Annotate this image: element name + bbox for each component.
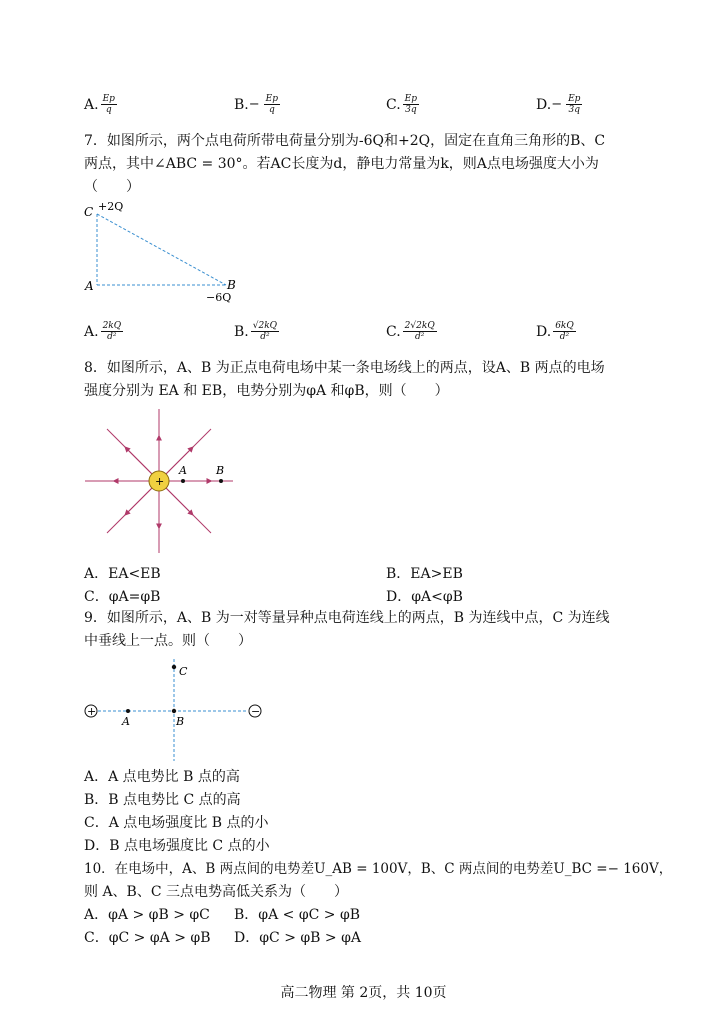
q10-option-c: C．φC > φA > φB (84, 930, 211, 946)
q6-option-c: C. $\frac{Ep}{3q}$ (386, 94, 418, 115)
q7-label-c: C (84, 205, 94, 219)
q9-stem-line2: 中垂线上一点。则（ ） (84, 633, 252, 649)
q7-label-b: B (227, 278, 236, 292)
q9-label-a: A (122, 715, 130, 728)
q9-stem-line1: 9．如图所示，A、B 为一对等量异种点电荷连线上的两点，B 为连线中点，C 为连线 (84, 610, 610, 626)
q8-point-a (181, 479, 185, 483)
q9-minus-sign: − (251, 705, 261, 718)
q6-option-a: A. $\frac{Ep}{q}$ (84, 94, 115, 115)
q10-stem-line2: 则 A、B、C 三点电势高低关系为（ ） (84, 884, 349, 900)
q10-option-d: D．φC > φB > φA (234, 930, 362, 946)
q8-option-a: A．EA<EB (84, 566, 161, 582)
q9-point-b (172, 709, 176, 713)
q7-stem-line1: 7．如图所示，两个点电荷所带电荷量分别为-6Q和+2Q，固定在直角三角形的B、C (84, 133, 606, 149)
q10-stem-line1: 10．在电场中，A、B 两点间的电势差U_AB = 100V，B、C 两点间的电势差U_BC =− 160V， (84, 861, 673, 877)
q9-point-c (172, 665, 176, 669)
q6-option-b: B. − $\frac{Ep}{q}$ (234, 94, 278, 115)
q8-label-b: B (216, 464, 225, 477)
q7-side-cb (97, 214, 226, 285)
q7-triangle-figure (80, 195, 250, 310)
q8-stem-line1: 8．如图所示，A、B 为正点电荷电场中某一条电场线上的两点，设A、B 两点的电场 (84, 360, 605, 376)
q7-option-d: D. $\frac{6kQ}{\text{d²}}$ (536, 321, 574, 342)
q8-point-b (219, 479, 223, 483)
q9-label-b: B (176, 715, 185, 728)
q7-paren: （ ） (84, 179, 140, 195)
q10-option-a: A．φA > φB > φC (84, 907, 210, 923)
page-footer: 高二物理 第 2页，共 10页 (280, 985, 447, 1001)
q6-option-d: D. − $\frac{Ep}{3q}$ (536, 94, 581, 115)
q9-option-b: B．B 点电势比 C 点的高 (84, 792, 241, 808)
q8-option-b: B．EA>EB (386, 566, 463, 582)
q8-charge-sign: + (155, 475, 165, 488)
q8-option-d: D．φA<φB (386, 589, 463, 605)
q10-option-b: B．φA < φC > φB (234, 907, 361, 923)
q7-option-c: C. $\frac{2√2kQ}{\text{d²}}$ (386, 321, 435, 342)
q7-stem-line2: 两点，其中∠ABC = 30°。若AC长度为d，静电力常量为k，则A点电场强度大小为 (84, 156, 599, 172)
q7-charge-c: +2Q (98, 200, 124, 213)
q8-field-figure (82, 405, 242, 560)
q9-label-c: C (179, 665, 188, 678)
q7-option-a: A. $\frac{2kQ}{\text{d²}}$ (84, 321, 122, 342)
q9-option-a: A．A 点电势比 B 点的高 (84, 769, 240, 785)
q9-option-c: C．A 点电场强度比 B 点的小 (84, 815, 269, 831)
q9-point-a (126, 709, 130, 713)
q7-option-b: B. $\frac{√2kQ}{\text{d²}}$ (234, 321, 278, 342)
q8-option-c: C．φA=φB (84, 589, 161, 605)
q9-plus-sign: + (87, 705, 97, 718)
q8-stem-line2: 强度分别为 EA 和 EB，电势分别为φA 和φB，则（ ） (84, 383, 449, 399)
q7-charge-b: −6Q (206, 291, 232, 304)
q9-dipole-figure (82, 655, 267, 765)
q9-option-d: D．B 点电场强度比 C 点的小 (84, 838, 270, 854)
q7-label-a: A (85, 279, 94, 293)
q8-label-a: A (179, 464, 187, 477)
